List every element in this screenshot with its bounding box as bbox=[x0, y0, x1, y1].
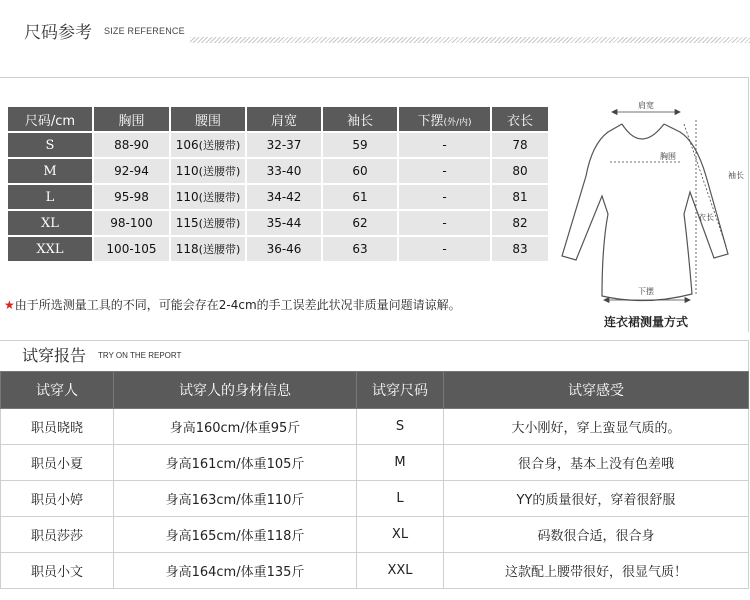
size-row bbox=[8, 237, 548, 261]
belt-note: (送腰带) bbox=[198, 165, 241, 178]
chest-cell: 88-90 bbox=[94, 133, 169, 157]
col-waist: 腰围 bbox=[171, 107, 245, 131]
body-info-cell: 身高160cm/体重95斤 bbox=[114, 409, 357, 445]
hem-cell: - bbox=[399, 159, 490, 183]
waist-cell bbox=[171, 185, 245, 209]
report-table bbox=[0, 371, 749, 589]
belt-note: (送腰带) bbox=[198, 191, 241, 204]
belt-note: (送腰带) bbox=[198, 139, 241, 152]
diagram-caption: 连衣裙测量方式 bbox=[604, 315, 689, 329]
col-length: 衣长 bbox=[492, 107, 548, 131]
header-divider bbox=[190, 37, 750, 43]
body-info-cell: 身高164cm/体重135斤 bbox=[114, 553, 357, 589]
col-try-size: 试穿尺码 bbox=[357, 372, 444, 409]
shoulder-cell: 36-46 bbox=[247, 237, 321, 261]
try-size-cell: XL bbox=[357, 517, 444, 553]
try-size-cell: S bbox=[357, 409, 444, 445]
measure-lines bbox=[604, 110, 726, 303]
page-title: 尺码参考 bbox=[24, 23, 92, 43]
chest-cell: 100-105 bbox=[94, 237, 169, 261]
shoulder-cell: 32-37 bbox=[247, 133, 321, 157]
dress-diagram bbox=[556, 96, 746, 310]
tester-cell: 职员小婷 bbox=[1, 481, 114, 517]
size-cell: XL bbox=[8, 211, 92, 235]
tester-cell: 职员莎莎 bbox=[1, 517, 114, 553]
feeling-cell: 大小刚好，穿上蛮显气质的。 bbox=[444, 409, 749, 445]
label-hem: 下摆 bbox=[638, 287, 654, 296]
size-table bbox=[6, 105, 550, 263]
waist-value: 110 bbox=[175, 190, 199, 204]
try-size-cell: XXL bbox=[357, 553, 444, 589]
feeling-cell: YY的质量很好，穿着很舒服 bbox=[444, 481, 749, 517]
sleeve-cell: 61 bbox=[323, 185, 397, 209]
col-hem bbox=[399, 107, 490, 131]
size-cell: M bbox=[8, 159, 92, 183]
report-row bbox=[1, 481, 749, 517]
waist-value: 106 bbox=[175, 138, 199, 152]
sleeve-cell: 62 bbox=[323, 211, 397, 235]
size-cell: S bbox=[8, 133, 92, 157]
body-info-cell: 身高165cm/体重118斤 bbox=[114, 517, 357, 553]
col-hem-note: (外/内) bbox=[443, 117, 472, 128]
feeling-cell: 这款配上腰带很好，很显气质！ bbox=[444, 553, 749, 589]
size-row bbox=[8, 185, 548, 209]
waist-cell bbox=[171, 133, 245, 157]
length-cell: 83 bbox=[492, 237, 548, 261]
length-cell: 80 bbox=[492, 159, 548, 183]
report-row bbox=[1, 517, 749, 553]
shoulder-cell: 33-40 bbox=[247, 159, 321, 183]
chest-cell: 95-98 bbox=[94, 185, 169, 209]
hem-cell: - bbox=[399, 211, 490, 235]
label-shoulder: 肩宽 bbox=[638, 101, 654, 110]
shoulder-cell: 35-44 bbox=[247, 211, 321, 235]
waist-value: 115 bbox=[175, 216, 199, 230]
chest-cell: 92-94 bbox=[94, 159, 169, 183]
sleeve-cell: 60 bbox=[323, 159, 397, 183]
size-row bbox=[8, 159, 548, 183]
chest-cell: 98-100 bbox=[94, 211, 169, 235]
report-title: 试穿报告 bbox=[22, 346, 87, 365]
hem-cell: - bbox=[399, 133, 490, 157]
label-length: 衣长 bbox=[698, 213, 714, 222]
size-cell: XXL bbox=[8, 237, 92, 261]
feeling-cell: 码数很合适，很合身 bbox=[444, 517, 749, 553]
shoulder-cell: 34-42 bbox=[247, 185, 321, 209]
body-info-cell: 身高163cm/体重110斤 bbox=[114, 481, 357, 517]
waist-cell bbox=[171, 237, 245, 261]
waist-cell bbox=[171, 159, 245, 183]
belt-note: (送腰带) bbox=[198, 217, 241, 230]
try-size-cell: L bbox=[357, 481, 444, 517]
col-chest: 胸围 bbox=[94, 107, 169, 131]
try-size-cell: M bbox=[357, 445, 444, 481]
note-text: 由于所选测量工具的不同，可能会存在2-4cm的手工误差此状况非质量问题请谅解。 bbox=[14, 298, 461, 312]
report-row bbox=[1, 553, 749, 589]
length-cell: 81 bbox=[492, 185, 548, 209]
size-row bbox=[8, 211, 548, 235]
col-shoulder: 肩宽 bbox=[247, 107, 321, 131]
col-sleeve: 袖长 bbox=[323, 107, 397, 131]
length-cell: 82 bbox=[492, 211, 548, 235]
label-sleeve: 袖长 bbox=[728, 171, 744, 180]
belt-note: (送腰带) bbox=[198, 243, 241, 256]
size-row bbox=[8, 133, 548, 157]
report-subtitle: TRY ON THE REPORT bbox=[98, 351, 182, 360]
feeling-cell: 很合身，基本上没有色差哦 bbox=[444, 445, 749, 481]
waist-cell bbox=[171, 211, 245, 235]
col-feeling: 试穿感受 bbox=[444, 372, 749, 409]
col-hem-label: 下摆 bbox=[417, 113, 444, 129]
col-body-info: 试穿人的身材信息 bbox=[114, 372, 357, 409]
body-info-cell: 身高161cm/体重105斤 bbox=[114, 445, 357, 481]
label-chest: 胸围 bbox=[660, 152, 676, 161]
report-row bbox=[1, 409, 749, 445]
tester-cell: 职员小夏 bbox=[1, 445, 114, 481]
col-tester: 试穿人 bbox=[1, 372, 114, 409]
sleeve-cell: 59 bbox=[323, 133, 397, 157]
col-size: 尺码/cm bbox=[8, 107, 92, 131]
report-row bbox=[1, 445, 749, 481]
length-cell: 78 bbox=[492, 133, 548, 157]
page-subtitle: SIZE REFERENCE bbox=[104, 26, 185, 36]
waist-value: 110 bbox=[175, 164, 199, 178]
size-cell: L bbox=[8, 185, 92, 209]
sleeve-cell: 63 bbox=[323, 237, 397, 261]
waist-value: 118 bbox=[175, 242, 199, 256]
star-icon: ★ bbox=[4, 298, 15, 312]
hem-cell: - bbox=[399, 237, 490, 261]
hem-cell: - bbox=[399, 185, 490, 209]
tester-cell: 职员小文 bbox=[1, 553, 114, 589]
tester-cell: 职员晓晓 bbox=[1, 409, 114, 445]
measurement-note bbox=[4, 296, 461, 313]
